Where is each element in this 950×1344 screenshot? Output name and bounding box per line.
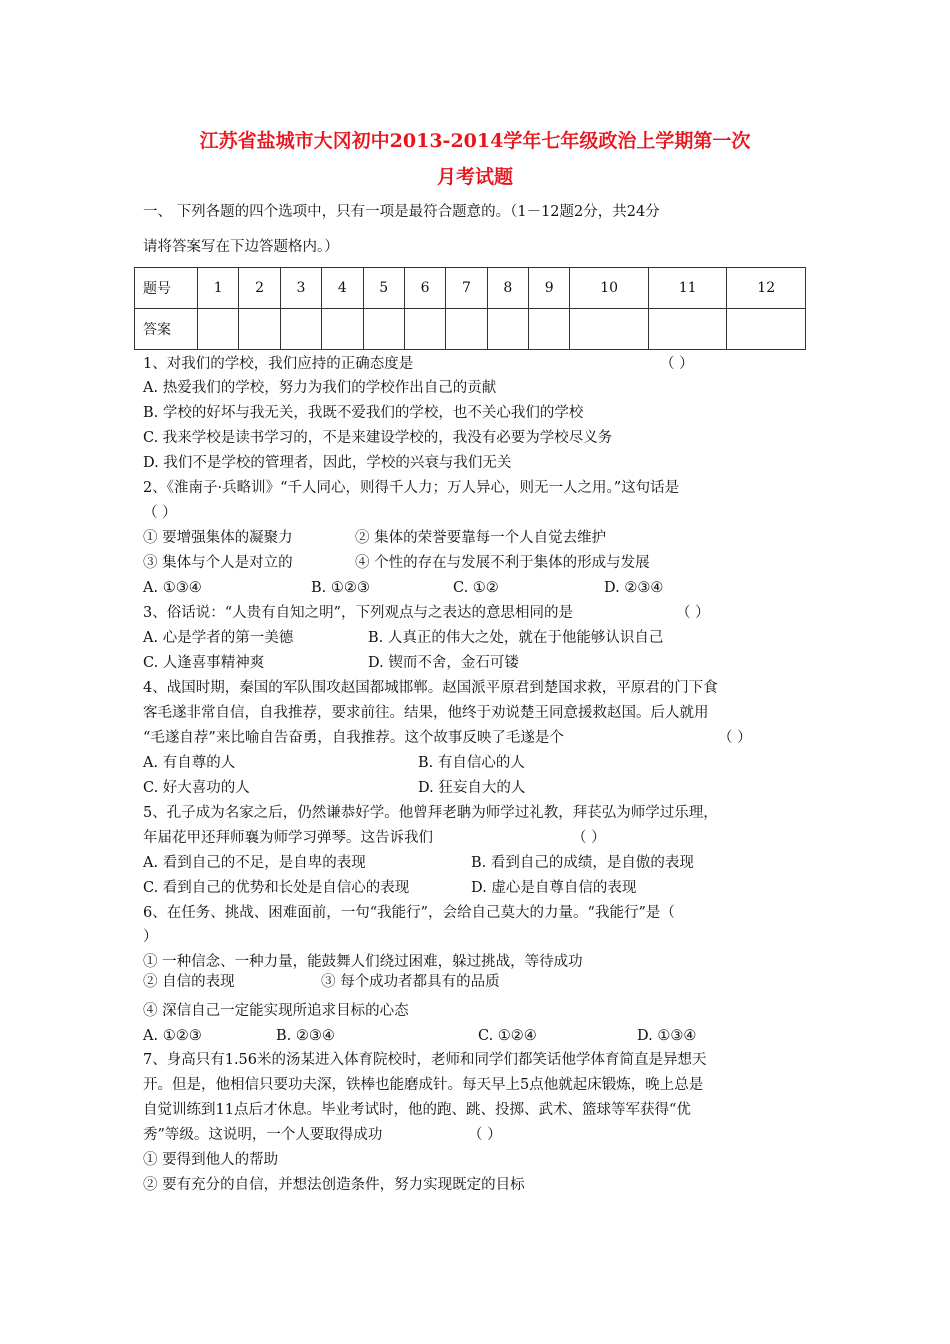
question-number-cell: 9	[529, 268, 570, 309]
q4-option-a: A. 有自尊的人	[143, 755, 236, 771]
answer-table-answer-label: 答案	[135, 309, 198, 350]
q2-option-a: A. ①③④	[143, 580, 202, 596]
page-title-line-1: 江苏省盐城市大冈初中2013-2014学年七年级政治上学期第一次	[199, 130, 751, 152]
section-intro-line-2: 请将答案写在下边答题格内。）	[143, 239, 339, 255]
q2-answer-paren: （ ）	[143, 505, 177, 521]
question-number-cell: 11	[648, 268, 727, 309]
q7-line-2: 开。但是，他相信只要功夫深，铁棒也能磨成针。每天早上5点他就起床锻炼，晚上总是	[143, 1077, 704, 1093]
q4-option-d: D. 狂妄自大的人	[418, 780, 526, 796]
question-number-cell: 6	[404, 268, 445, 309]
answer-cell[interactable]	[363, 309, 404, 350]
q6-option-b: B. ②③④	[276, 1028, 335, 1044]
answer-cell[interactable]	[198, 309, 239, 350]
answer-cell[interactable]	[529, 309, 570, 350]
q4-answer-paren: （ ）	[718, 730, 752, 746]
q6-statement-4: ④ 深信自己一定能实现所追求目标的心态	[143, 1003, 409, 1019]
q5-option-c: C. 看到自己的优势和长处是自信心的表现	[143, 880, 410, 896]
q2-statement-1: ① 要增强集体的凝聚力	[143, 530, 293, 546]
q1-option-b: B. 学校的好坏与我无关，我既不爱我们的学校，也不关心我们的学校	[143, 405, 584, 421]
q7-statement-1: ① 要得到他人的帮助	[143, 1152, 279, 1168]
q7-statement-2: ② 要有充分的自信，并想法创造条件，努力实现既定的目标	[143, 1177, 525, 1193]
answer-table	[134, 267, 806, 350]
answer-cell[interactable]	[280, 309, 321, 350]
q2-statement-4: ④ 个性的存在与发展不利于集体的形成与发展	[355, 555, 650, 571]
q5-line-1: 5、孔子成为名家之后，仍然谦恭好学。他曾拜老聃为师学过礼教，拜苌弘为师学过乐理，	[143, 805, 718, 821]
q6-option-d: D. ①③④	[637, 1028, 697, 1044]
q6-line-2: ）	[143, 929, 158, 945]
answer-cell[interactable]	[648, 309, 727, 350]
question-number-cell: 10	[570, 268, 649, 309]
section-intro-line-1: 一、 下列各题的四个选项中，只有一项是最符合题意的。（1－12题2分，共24分	[143, 204, 660, 220]
q5-option-d: D. 虚心是自尊自信的表现	[471, 880, 637, 896]
q4-line-2: 客毛遂非常自信，自我推荐，要求前往。结果，他终于劝说楚王同意援救赵国。后人就用	[143, 705, 709, 721]
q7-line-1: 7、身高只有1.56米的汤某进入体育院校时，老师和同学们都笑话他学体育简直是异想天	[143, 1052, 707, 1068]
page-title-line-2: 月考试题	[436, 166, 513, 188]
q4-line-3: “毛遂自荐”来比喻自告奋勇，自我推荐。这个故事反映了毛遂是个	[143, 730, 564, 746]
answer-cell[interactable]	[446, 309, 487, 350]
q1-option-c: C. 我来学校是读书学习的，不是来建设学校的，我没有必要为学校尽义务	[143, 430, 613, 446]
q2-option-b: B. ①②③	[311, 580, 370, 596]
question-number-cell: 4	[322, 268, 363, 309]
q2-statement-2: ② 集体的荣誉要靠每一个人自觉去维护	[355, 530, 607, 546]
q3-answer-paren: （ ）	[676, 605, 710, 621]
q2-option-c: C. ①②	[453, 580, 499, 596]
q3-option-c: C. 人逢喜事精神爽	[143, 655, 265, 671]
q4-line-1: 4、战国时期，秦国的军队围攻赵国都城邯郸。赵国派平原君到楚国求救，平原君的门下食	[143, 680, 718, 696]
q6-statement-1: ① 一种信念、一种力量，能鼓舞人们绕过困难，躲过挑战，等待成功	[143, 954, 583, 970]
q4-option-c: C. 好大喜功的人	[143, 780, 250, 796]
answer-cell[interactable]	[404, 309, 445, 350]
answer-cell[interactable]	[322, 309, 363, 350]
question-number-cell: 2	[239, 268, 280, 309]
question-number-cell: 12	[727, 268, 806, 309]
q2-statement-3: ③ 集体与个人是对立的	[143, 555, 293, 571]
q7-answer-paren: （ ）	[468, 1127, 502, 1143]
answer-table-number-row	[135, 268, 806, 309]
answer-cell[interactable]	[239, 309, 280, 350]
q1-stem: 1、对我们的学校，我们应持的正确态度是	[143, 356, 414, 372]
answer-cell[interactable]	[487, 309, 528, 350]
q7-line-3: 自觉训练到11点后才休息。毕业考试时，他的跑、跳、投掷、武术、篮球等军获得“优	[143, 1102, 691, 1118]
answer-cell[interactable]	[570, 309, 649, 350]
answer-table-answer-row	[135, 309, 806, 350]
question-number-cell: 3	[280, 268, 321, 309]
q6-statement-3: ③ 每个成功者都具有的品质	[321, 974, 500, 990]
question-number-cell: 1	[198, 268, 239, 309]
q5-option-b: B. 看到自己的成绩，是自傲的表现	[471, 855, 694, 871]
question-number-cell: 8	[487, 268, 528, 309]
q3-option-d: D. 锲而不舍，金石可镂	[368, 655, 519, 671]
question-number-cell: 5	[363, 268, 404, 309]
q1-answer-paren: （ ）	[660, 356, 694, 372]
answer-cell[interactable]	[727, 309, 806, 350]
q3-option-a: A. 心是学者的第一美德	[143, 630, 294, 646]
q7-line-4: 秀”等级。这说明，一个人要取得成功	[143, 1127, 383, 1143]
q4-option-b: B. 有自信心的人	[418, 755, 525, 771]
q3-option-b: B. 人真正的伟大之处，就在于他能够认识自己	[368, 630, 664, 646]
q2-option-d: D. ②③④	[604, 580, 664, 596]
q6-statement-2: ② 自信的表现	[143, 974, 235, 990]
q6-line-1: 6、在任务、挑战、困难面前，一句“我能行”，会给自己莫大的力量。“我能行”是（	[143, 905, 675, 921]
q1-option-a: A. 热爱我们的学校，努力为我们的学校作出自己的贡献	[143, 380, 497, 396]
q5-option-a: A. 看到自己的不足，是自卑的表现	[143, 855, 366, 871]
q3-stem: 3、俗话说：“人贵有自知之明”，下列观点与之表达的意思相同的是	[143, 605, 574, 621]
q5-line-2: 年届花甲还拜师襄为师学习弹琴。这告诉我们	[143, 830, 433, 846]
q5-answer-paren: （ ）	[572, 830, 606, 846]
q1-option-d: D. 我们不是学校的管理者，因此，学校的兴衰与我们无关	[143, 455, 512, 471]
q2-stem: 2、《淮南子·兵略训》“千人同心，则得千人力；万人异心，则无一人之用。”这句话是	[143, 480, 680, 496]
question-number-cell: 7	[446, 268, 487, 309]
q6-option-a: A. ①②③	[143, 1028, 202, 1044]
answer-table-number-label: 题号	[135, 268, 198, 309]
q6-option-c: C. ①②④	[478, 1028, 537, 1044]
